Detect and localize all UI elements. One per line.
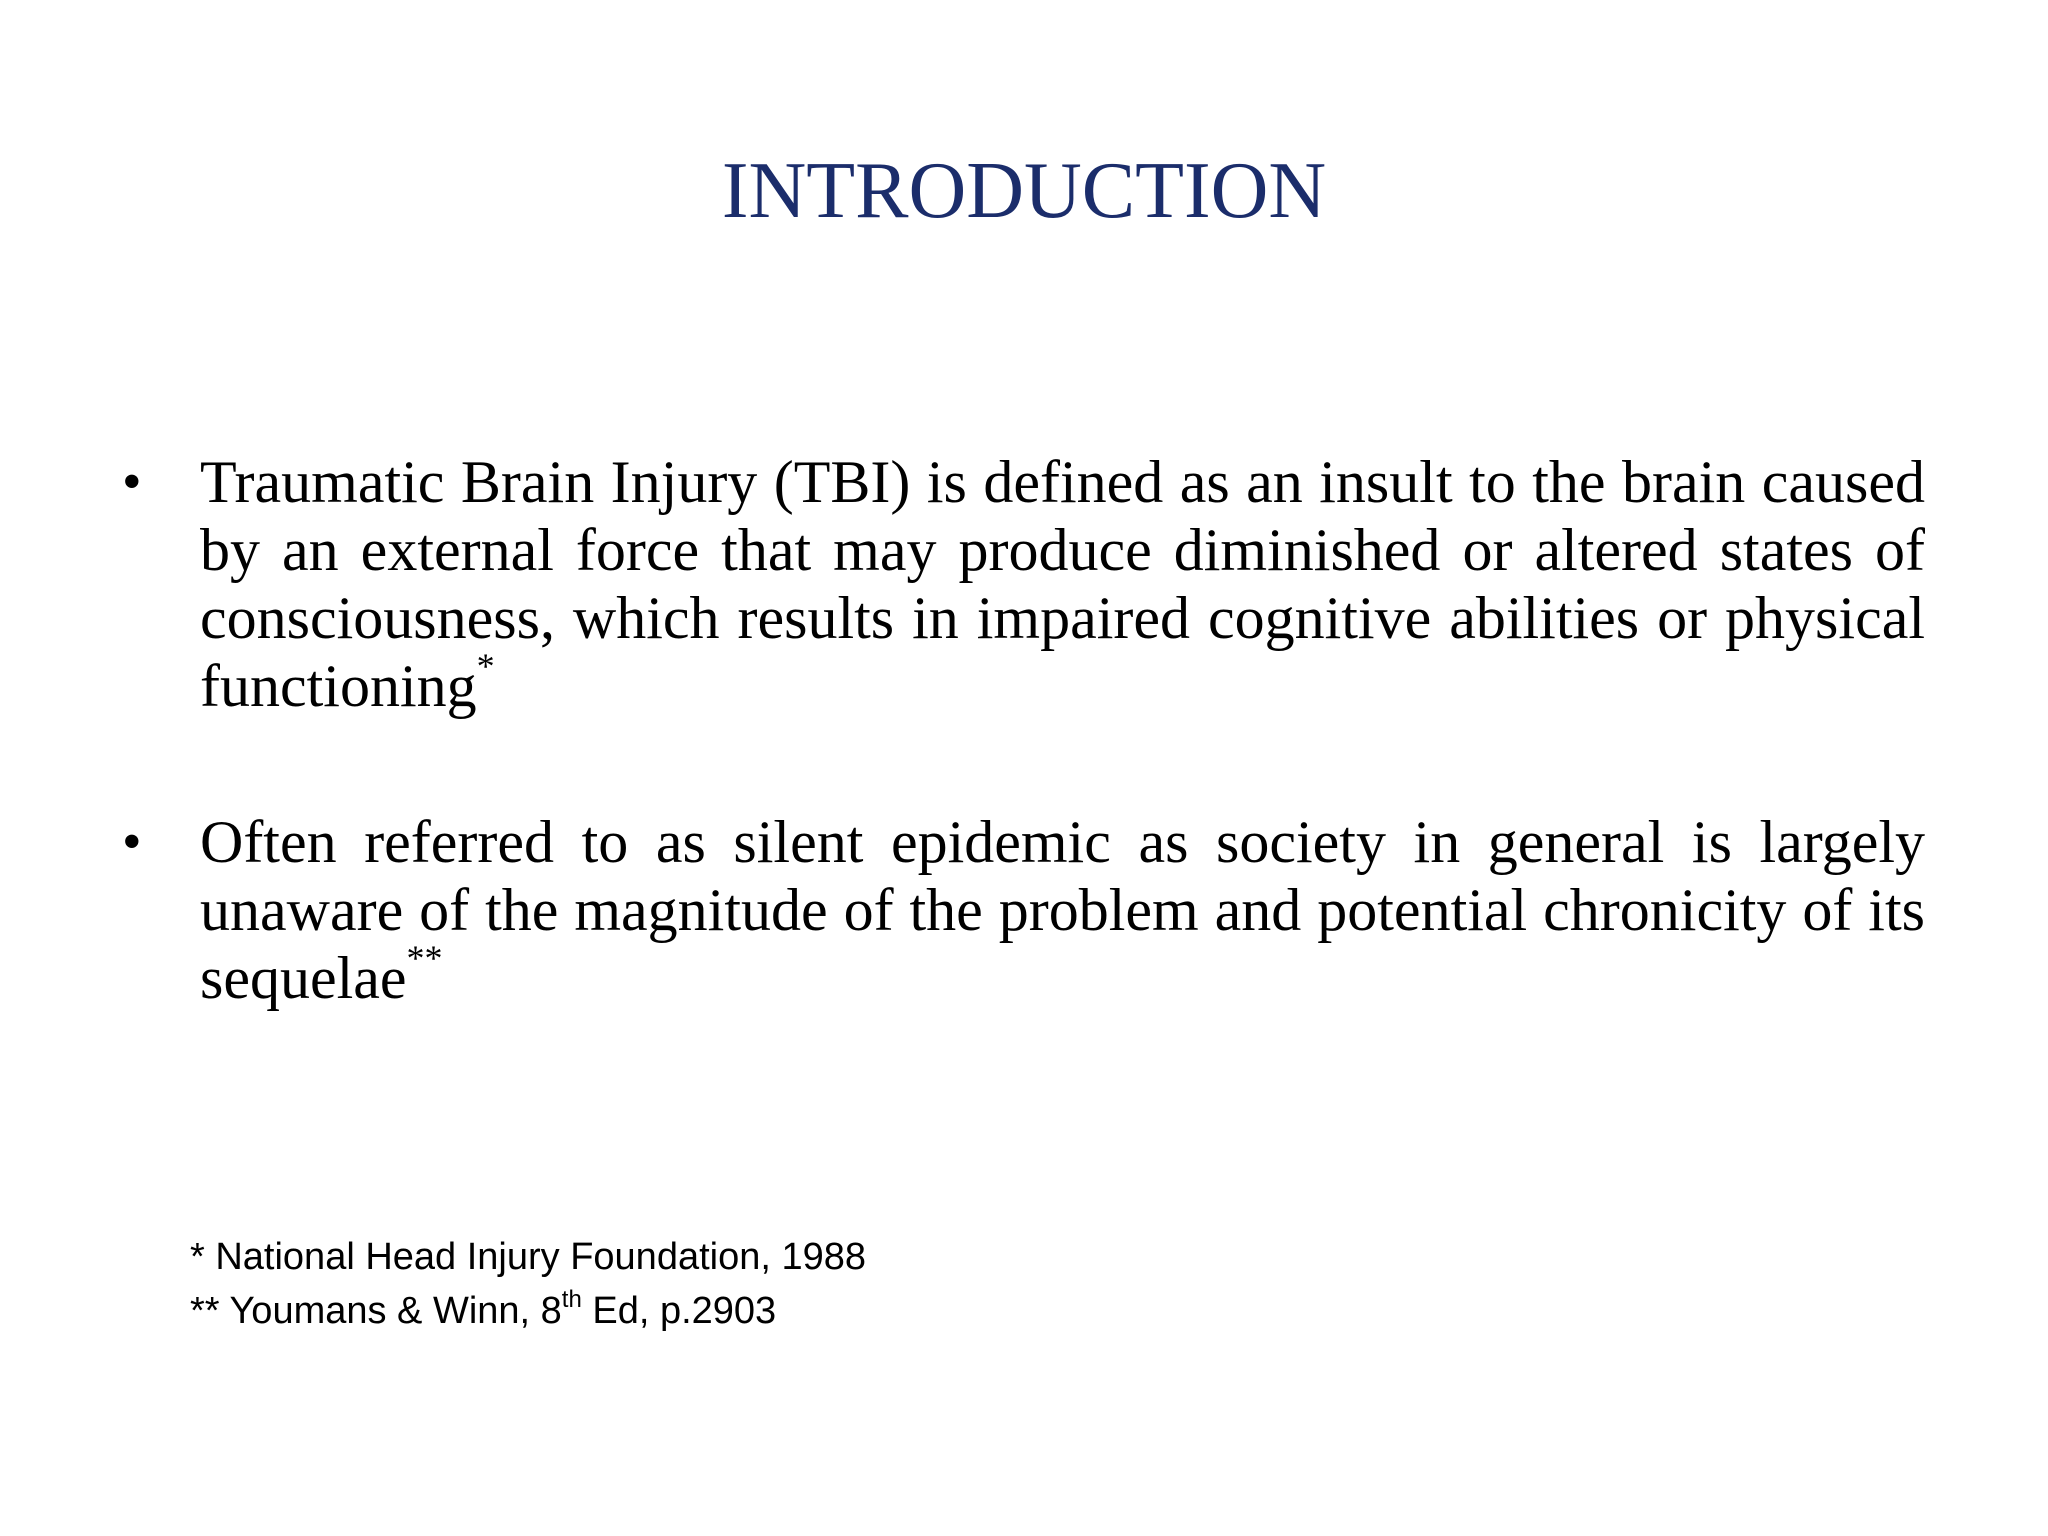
bullet-body: Often referred to as silent epidemic as society in general is largely unaware of the magnitude of the problem and potential chronicity of its sequelae	[200, 809, 1925, 1011]
references	[190, 1230, 866, 1338]
bullet-item-tbi-definition	[0, 448, 2048, 720]
bullet-list	[0, 448, 2048, 1100]
reference-prefix: ** Youmans & Winn, 8	[190, 1290, 562, 1332]
slide-title: INTRODUCTION	[721, 147, 1327, 235]
reference-superscript: th	[561, 1286, 582, 1313]
reference-item: * National Head Injury Foundation, 1988	[190, 1236, 867, 1278]
footnote-marker: *	[476, 646, 495, 686]
bullet-text	[200, 448, 1925, 720]
bullet-text	[200, 808, 1925, 1012]
footnote-marker: **	[406, 938, 443, 978]
bullet-item-silent-epidemic	[0, 808, 2048, 1012]
bullet-body: Traumatic Brain Injury (TBI) is defined as an insult to the brain caused by an external force that may produce diminished or altered states of consciousness, which results in impaired cognitive abilities or physical functioning	[200, 449, 1925, 719]
bullet-icon: •	[122, 451, 142, 513]
reference-item	[190, 1284, 866, 1338]
bullet-icon: •	[122, 811, 142, 873]
reference-suffix: Ed, p.2903	[581, 1290, 777, 1332]
